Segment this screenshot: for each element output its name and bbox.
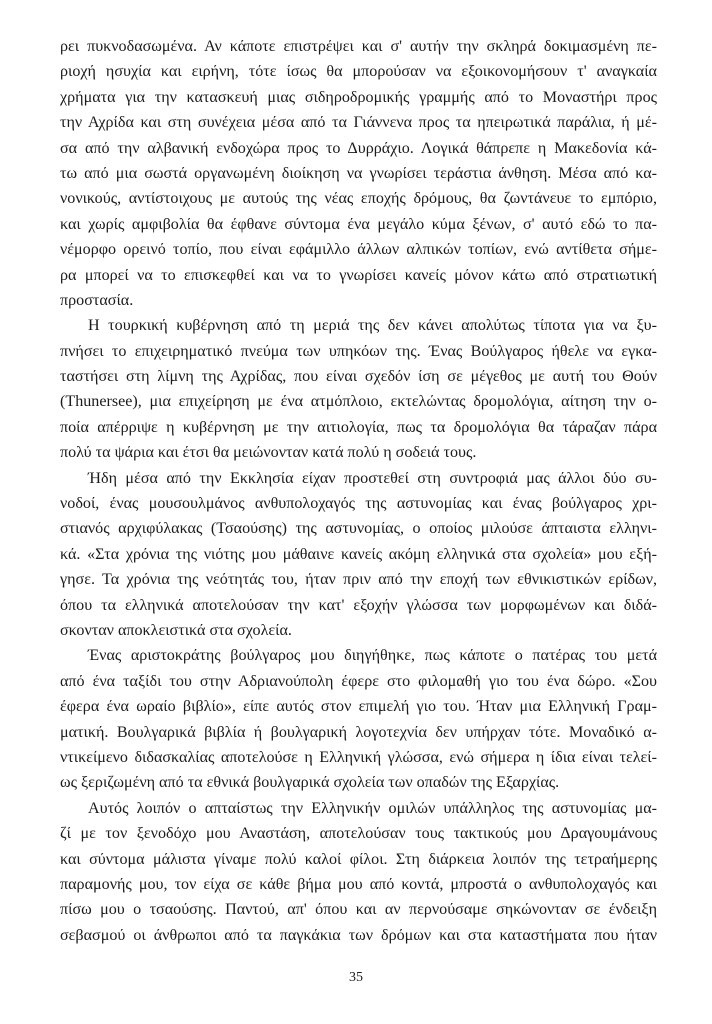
text-line: Ήδη μέσα από την Εκκλησία είχαν προστεθεί στη συντροφιά μας άλλοι δύο συ- (88, 469, 657, 487)
text-line: παραμονής μου, τον είχα σε κάθε βήμα μου από κοντά, μπροστά ο ανθυπολοχαγός και (60, 875, 657, 893)
text-line: όπου τα ελληνικά αποτελούσαν την κατ' εξοχήν γλώσσα των μορφωμένων και διδά- (60, 596, 657, 614)
text-line: προστασία. (60, 291, 134, 309)
text-line: ντικείμενο διδασκαλίας αποτελούσε η Ελληνική γλώσσα, ενώ σήμερα η ίδια είναι τελεί- (60, 748, 657, 766)
text-line: Η τουρκική κυβέρνηση από τη μεριά της δεν κάνει απολύτως τίποτα για να ξυ- (88, 317, 657, 335)
text-line: πολύ τα ψάρια και έτσι θα μειώνονταν κατά πολύ η σοδειά τους. (60, 444, 477, 462)
text-line: Αυτός λοιπόν ο απταίστως την Ελληνικήν ομιλών υπάλληλος της αστυνομίας μα- (88, 799, 657, 817)
text-line: νοδοί, ένας μουσουλμάνος ανθυπολοχαγός της αστυνομίας και ένας βούλγαρος χρι- (60, 495, 657, 513)
text-line: σα από την αλβανική ενδοχώρα προς το Δυρράχιο. Λογικά θάπρεπε η Μακεδονία κά- (60, 139, 657, 157)
text-line: νέμορφο ορεινό τοπίο, που είναι εφάμιλλο άλλων αλπικών τοπίων, ενώ αντίθετα σήμε- (60, 241, 657, 259)
text-line: ταστήσει στη λίμνη της Αχρίδας, που είναι σχεδόν ίση σε μέγεθος με αυτή του Θούν (60, 368, 657, 386)
text-line: σκονταν αποκλειστικά στα σχολεία. (60, 621, 292, 639)
text-line: νονικούς, αντίστοιχους με αυτούς της νέας εποχής δρόμους, θα ζωντάνευε το εμπόριο, (60, 190, 657, 208)
text-line: έφερα ένα ωραίο βιβλίο», είπε αυτός στον επιμελή γιο του. Ήταν μια Ελληνική Γραμ- (60, 698, 657, 716)
text-line: ριοχή ησυχία και ειρήνη, τότε ίσως θα μπορούσαν να εξοικονομήσουν τ' αναγκαία (60, 63, 657, 81)
text-line: ποία απέρριψε η κυβέρνηση με την αιτιολογία, πως τα δρομολόγια θα τάραζαν πάρα (60, 418, 657, 436)
text-line: πνήσει το επιχειρηματικό πνεύμα των υπηκόων της. Ένας Βούλγαρος ήθελε να εγκα- (60, 342, 657, 360)
text-line: και σύντομα μάλιστα γίναμε πολύ καλοί φίλοι. Στη διάρκεια λοιπόν της τετραήμερης (60, 850, 657, 868)
text-line: ζί με τον ξενοδόχο μου Αναστάση, αποτελούσαν τους τακτικούς μου Δραγουμάνους (60, 825, 657, 843)
text-line: πίσω μου ο τσαούσης. Παντού, απ' όπου και αν περνούσαμε σηκώνονταν σε ένδειξη (60, 901, 657, 919)
text-line: κά. «Στα χρόνια της νιότης μου μάθαινε κανείς ακόμη ελληνικά στα σχολεία» μου εξή- (60, 545, 657, 563)
text-line: και χωρίς αμφιβολία θα έφθανε σύντομα ένα μεγάλο κύμα ξένων, σ' αυτό εδώ το πα- (60, 215, 657, 233)
text-line: χρήματα για την κατασκευή μιας σιδηροδρομικής γραμμής από το Μοναστήρι προς (60, 88, 657, 106)
text-line: την Αχρίδα και στη συνέχεια μέσα από τα Γιάννενα προς τα ηπειρωτικά παράλια, ή μέ- (60, 114, 657, 132)
text-line: ρει πυκνοδασωμένα. Αν κάποτε επιστρέψει και σ' αυτήν την σκληρά δοκιμασμένη πε- (60, 38, 657, 55)
text-line: ρα μπορεί να το επισκεφθεί και να το γνωρίσει κανείς μόνον κάτω από στρατιωτική (60, 266, 657, 284)
text-line: από ένα ταξίδι του στην Αδριανούπολη έφερε στο φιλομαθή γιο του ένα δώρο. «Σου (60, 672, 657, 690)
text-line: γησε. Τα χρόνια της νεότητάς του, ήταν πριν από την εποχή των εθνικιστικών ερίδων, (60, 571, 657, 589)
text-line: ως ξεριζωμένη από τα εθνικά βουλγαρικά σχολεία των οπαδών της Εξαρχίας. (60, 774, 560, 792)
text-line: στιανός αρχιφύλακας (Τσαούσης) της αστυνομίας, ο οποίος μιλούσε άπταιστα ελληνι- (60, 520, 657, 538)
text-line: ματική. Βουλγαρικά βιβλία ή βουλγαρική λογοτεχνία δεν υπήρχαν τότε. Μοναδικό α- (60, 723, 657, 741)
text-line: σεβασμού οι άνθρωποι από τα παγκάκια των δρόμων και στα καταστήματα που ήταν (60, 926, 657, 944)
text-line: (Thunersee), μια επιχείρηση με ένα ατμόπλοιο, εκτελώντας δρομολόγια, αίτηση την ο- (60, 393, 657, 411)
page-number: 35 (349, 970, 363, 985)
body-text (60, 34, 657, 948)
text-line: Ένας αριστοκράτης βούλγαρος μου διηγήθηκε, πως κάποτε ο πατέρας του μετά (88, 647, 657, 665)
text-line: τω από μια σωστά οργανωμένη διοίκηση να γνωρίσει τεράστια άνθηση. Μέσα από κα- (60, 164, 657, 182)
